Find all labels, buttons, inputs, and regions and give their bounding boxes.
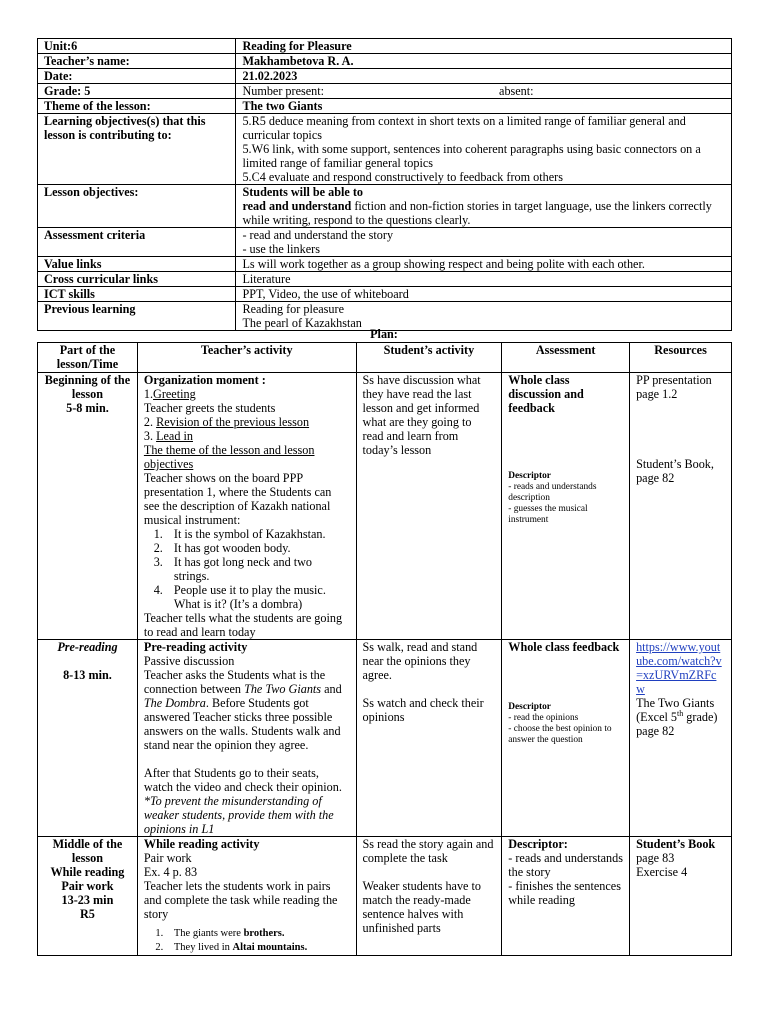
header-part: Part of the lesson/Time: [38, 343, 138, 373]
lesson-objectives-value: [236, 185, 732, 228]
assessment-cell: Whole class discussion and feedback Descriptor - reads and understands description - guesses the musical instrument: [502, 373, 630, 640]
previous-learning-label: Previous learning: [38, 302, 236, 331]
date-label: Date:: [38, 69, 236, 84]
teacher-activity-cell: Pre-reading activity Passive discussion Teacher asks the Students what is the connection between The Two Giants and The Dombra. Before Students got answered Teacher sticks three possible answers on the walls. Students walk and stand near the opinion they agree. After that Students go to their seats, watch the video and check their opinion. *To prevent the misunderstanding of weaker students, provide them with the opinions in L1: [137, 640, 356, 837]
objective-line: 5.W6 link, with some support, sentences into coherent paragraphs using basic connectors on a limited range of familiar general topics: [242, 142, 701, 170]
plan-table: [37, 342, 732, 956]
teacher-activity-cell: Organization moment : 1.Greeting Teacher greets the students 2. Revision of the previous lesson 3. Lead in The theme of the lesson and lesson objectives Teacher shows on the board PPP presentation 1, where the Students can see the description of Kazakh national musical instrument: 1. It is the symbol of Kazakhstan. 2. It has got wooden body. 3. It has got long neck and two strings. 4. People use it to play the music. What is it? (It’s a dombra) Teacher tells what the students are going to read and learn today: [137, 373, 356, 640]
cross-links-label: Cross curricular links: [38, 272, 236, 287]
student-activity-cell: Ss read the story again and complete the task Weaker students have to match the ready-made sentence halves with unfinished parts: [356, 837, 502, 956]
unit-value: Reading for Pleasure: [236, 39, 732, 54]
cross-links-value: Literature: [236, 272, 732, 287]
value-links-label: Value links: [38, 257, 236, 272]
present-label: Number present:: [242, 84, 325, 98]
list-item: 1. The giants were brothers.: [166, 927, 350, 941]
list-item: 4. People use it to play the music. What is it? (It’s a dombra): [166, 583, 350, 611]
list-item: 2. They lived in Altai mountains.: [166, 941, 350, 955]
learning-objectives-label: Learning objectives(s) that this lesson is contributing to:: [38, 114, 236, 185]
learning-objectives-value: [236, 114, 732, 185]
sentences-list: [144, 927, 350, 955]
header-assessment: Assessment: [502, 343, 630, 373]
resources-cell: PP presentation page 1.2 Student’s Book, page 82: [630, 373, 732, 640]
part-cell: Middle of the lesson While reading Pair work 13-23 min R5: [38, 837, 138, 956]
theme-value: The two Giants: [236, 99, 732, 114]
previous-learning-value: Reading for pleasure The pearl of Kazakhstan: [236, 302, 732, 331]
teacher-label: Teacher’s name:: [38, 54, 236, 69]
attendance-cell: [236, 84, 732, 99]
unit-label: Unit:6: [38, 39, 236, 54]
list-item: 2. It has got wooden body.: [166, 541, 350, 555]
table-row: [38, 640, 732, 837]
lesson-objectives-label: Lesson objectives:: [38, 185, 236, 228]
header-student: Student’s activity: [356, 343, 502, 373]
objectives-text: read and understand fiction and non-fiction stories in target language, use the linkers correctly while writing, respond to the questions clearly.: [242, 199, 712, 227]
theme-label: Theme of the lesson:: [38, 99, 236, 114]
instrument-clues-list: [144, 527, 350, 611]
student-activity-cell: Ss have discussion what they have read the last lesson and get informed what are they going to read and learn from today’s lesson: [356, 373, 502, 640]
list-item: 3. It has got long neck and two strings.: [166, 555, 350, 583]
ict-value: PPT, Video, the use of whiteboard: [236, 287, 732, 302]
assessment-cell: Whole class feedback Descriptor - read the opinions - choose the best opinion to answer the question: [502, 640, 630, 837]
ict-label: ICT skills: [38, 287, 236, 302]
assessment-criteria-label: Assessment criteria: [38, 228, 236, 257]
table-row: [38, 837, 732, 956]
table-row: [38, 373, 732, 640]
lesson-info-table: [37, 38, 732, 331]
teacher-activity-cell: While reading activity Pair work Ex. 4 p. 83 Teacher lets the students work in pairs and complete the task while reading the story 1. The giants were brothers. 2. They lived in Altai mountains.: [137, 837, 356, 956]
plan-title: Plan:: [370, 327, 398, 341]
resources-cell: https://www.youtube.com/watch?v=xzURVmZRFcw The Two Giants (Excel 5th grade) page 82: [630, 640, 732, 837]
part-cell: Beginning of the lesson 5-8 min.: [38, 373, 138, 640]
grade-label: Grade: 5: [38, 84, 236, 99]
header-teacher: Teacher’s activity: [137, 343, 356, 373]
objective-line: 5.C4 evaluate and respond constructively to feedback from others: [242, 170, 563, 184]
student-activity-cell: Ss walk, read and stand near the opinions they agree. Ss watch and check their opinions: [356, 640, 502, 837]
video-link[interactable]: https://www.youtube.com/watch?v=xzURVmZRFcw: [636, 640, 722, 696]
header-resources: Resources: [630, 343, 732, 373]
teacher-value: Makhambetova R. A.: [236, 54, 732, 69]
assessment-criteria-value: - read and understand the story - use the linkers: [236, 228, 732, 257]
list-item: 1. It is the symbol of Kazakhstan.: [166, 527, 350, 541]
date-value: 21.02.2023: [236, 69, 732, 84]
part-cell: Pre-reading 8-13 min.: [38, 640, 138, 837]
resources-cell: Student’s Book page 83 Exercise 4: [630, 837, 732, 956]
objective-line: 5.R5 deduce meaning from context in short texts on a limited range of familiar general and curricular topics: [242, 114, 686, 142]
value-links-value: Ls will work together as a group showing respect and being polite with each other.: [236, 257, 732, 272]
assessment-cell: Descriptor: - reads and understands the story - finishes the sentences while reading: [502, 837, 630, 956]
absent-label: absent:: [499, 84, 534, 98]
objectives-intro: Students will be able to: [242, 185, 363, 199]
